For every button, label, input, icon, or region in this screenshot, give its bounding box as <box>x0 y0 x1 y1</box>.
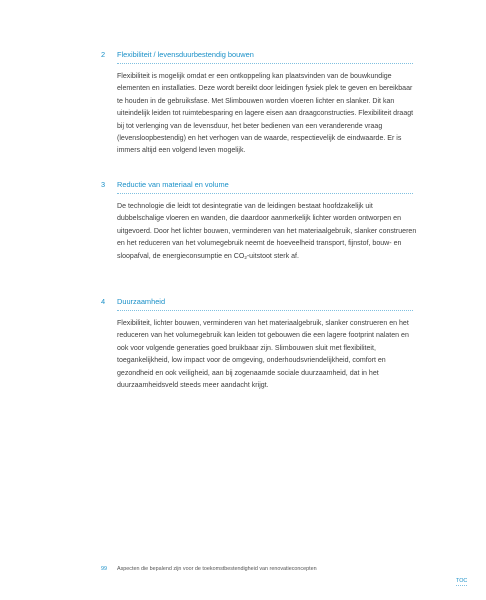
subscript-two: 2 <box>244 254 247 260</box>
section-heading: Reductie van materiaal en volume <box>117 180 413 194</box>
running-footer: Aspecten die bepalend zijn voor de toekomstbestendigheid van renovatieconcepten <box>117 566 317 572</box>
section-number: 4 <box>101 297 106 306</box>
section-paragraph: Flexibiliteit is mogelijk omdat er een ontkoppeling kan plaatsvinden van de bouwkundige elementen en installaties. Deze wordt bereikt door leidingen fysiek plek te geven en bereikbaar te houden in de gebruiksfase. Met Slimbouwen worden vloeren lichter en slanker. Dit kan uiteindelijk leiden tot ruimtebesparing en lagere eisen aan draagconstructies. Flexibiliteit draagt bij tot verlenging van de levensduur, het beter bedienen van een veranderende vraag (levensloopbestendig) en het verhogen van de waarde, respectievelijk de eindwaarde. Er is immers altijd een volgend leven mogelijk. <box>117 73 414 155</box>
paragraph-text: De technologie die leidt tot desintegratie van de leidingen bestaat hoofdzakelijk uit dubbelschalige vloeren en wanden, die daardoor aanmerkelijk lichter worden ontworpen en uitgevoerd. Door het lichter bouwen, verminderen van het materiaalgebruik, slanker construeren en het reduceren van het volumegebruik neemt de hoeveelheid transport, fijnstof, bouw- en sloopafval, de energieconsumptie en CO <box>117 203 417 260</box>
section-paragraph <box>117 201 419 263</box>
section-number: 2 <box>101 50 106 59</box>
section-heading: Flexibiliteit / levensduurbestendig bouwen <box>117 50 413 64</box>
paragraph-text-end: -uitstoot sterk af. <box>246 252 299 260</box>
page-number: 99 <box>101 566 107 572</box>
section-number: 3 <box>101 180 106 189</box>
section-paragraph: Flexibiliteit, lichter bouwen, verminderen van het materiaalgebruik, slanker construeren en het reduceren van het volumegebruik kan leiden tot gebouwen die een lagere footprint nalaten en ook voor volgende generaties goed bruikbaar zijn. Slimbouwen sluit met flexibiliteit, toegankelijkheid, low impact voor de omgeving, onderhoudsvriendelijkheid, comfort en gezondheid en ook veiligheid, aan bij zogenaamde sociale duurzaamheid, dat in het duurzaamheidsveld steeds meer aandacht krijgt. <box>117 320 409 390</box>
section-heading: Duurzaamheid <box>117 297 413 311</box>
toc-link[interactable]: TOC <box>456 578 468 584</box>
